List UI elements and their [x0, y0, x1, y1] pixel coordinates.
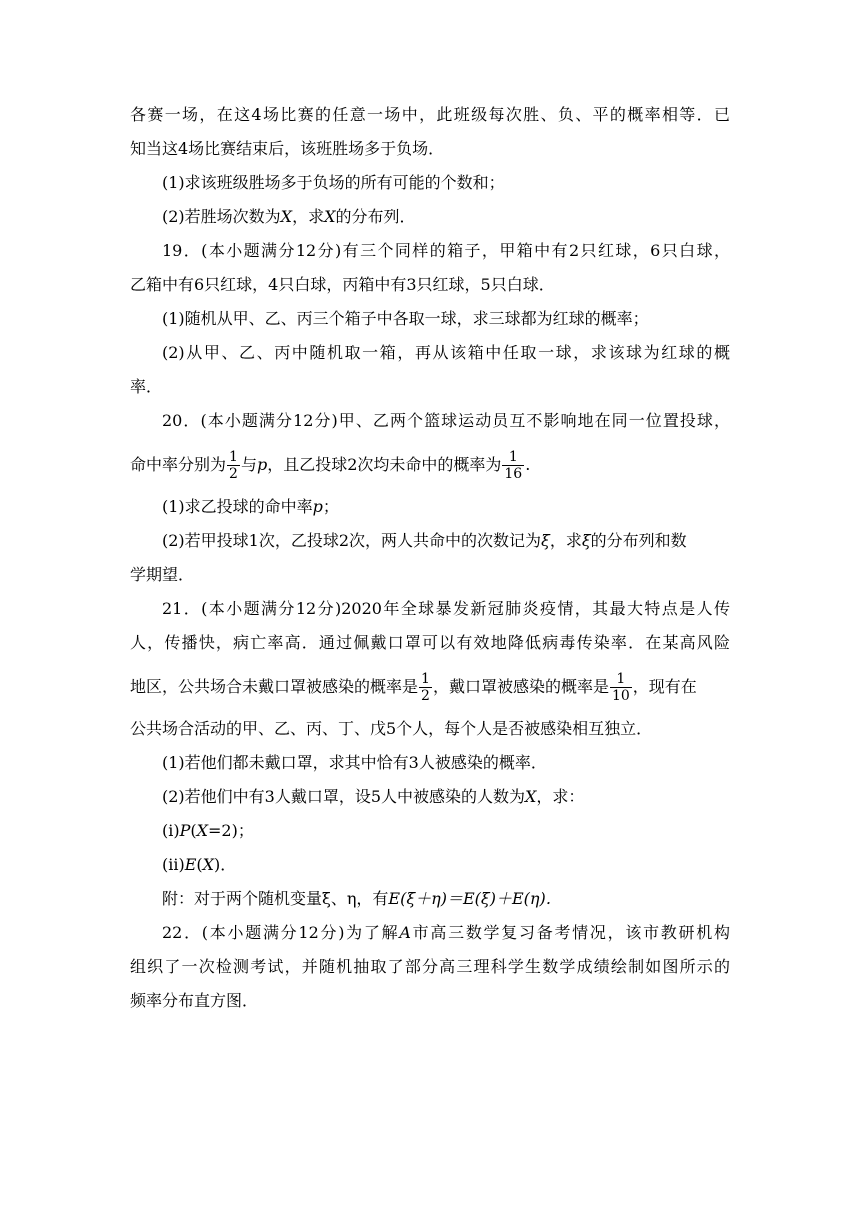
q19-line-2: 乙箱中有6只红球，4只白球，丙箱中有3只红球，5只白球． — [130, 275, 555, 294]
q21-line-1: 21．(本小题满分12分)2020年全球暴发新冠肺炎疫情，其最大特点是人传 — [162, 599, 730, 618]
q20-sub-1: (1)求乙投球的命中率p； — [162, 497, 339, 516]
q21-item-ii: (ⅱ)E(X)． — [162, 855, 237, 874]
q20-line-1: 20．(本小题满分12分)甲、乙两个篮球运动员互不影响地在同一位置投球， — [162, 411, 730, 430]
fraction-one-half: $\frac{1}{2}$ — [229, 449, 238, 482]
fraction-one-sixteenth: $\frac{1}{16}$ — [504, 449, 523, 482]
q22-line-2: 组织了一次检测考试，并随机抽取了部分高三理科学生数学成绩绘制如图所示的 — [130, 957, 730, 976]
q19-sub-1: (1)随机从甲、乙、丙三个箱子中各取一球，求三球都为红球的概率； — [162, 309, 649, 328]
q21-note: 附：对于两个随机变量ξ、η，有E(ξ＋η)＝E(ξ)＋E(η)． — [162, 889, 562, 908]
q19-sub-2-end: 率． — [130, 377, 163, 396]
q18-sub-2: (2)若胜场次数为X，求X的分布列． — [162, 207, 416, 226]
q22-line-1: 22．(本小题满分12分)为了解A市高三数学复习备考情况，该市教研机构 — [162, 923, 730, 942]
q18-line-1: 各赛一场，在这4场比赛的任意一场中，此班级每次胜、负、平的概率相等．已 — [130, 105, 730, 124]
q21-sub-2: (2)若他们中有3人戴口罩，设5人中被感染的人数为X，求： — [162, 787, 585, 806]
q21-line-4: 公共场合活动的甲、乙、丙、丁、戊5个人，每个人是否被感染相互独立． — [130, 719, 653, 738]
q21-sub-1: (1)若他们都未戴口罩，求其中恰有3人被感染的概率． — [162, 753, 547, 772]
q20-sub-2: (2)若甲投球1次，乙投球2次，两人共命中的次数记为ξ，求ξ的分布列和数 — [162, 531, 687, 550]
q19-line-1: 19．(本小题满分12分)有三个同样的箱子，甲箱中有2只红球，6只白球， — [162, 241, 730, 260]
q18-line-2: 知当这4场比赛结束后，该班胜场多于负场． — [130, 139, 445, 158]
q19-sub-2: (2)从甲、乙、丙中随机取一箱，再从该箱中任取一球，求该球为红球的概 — [162, 343, 730, 362]
q21-line-3: 地区，公共场合未戴口罩被感染的概率是 $\frac{1}{2}$ ，戴口罩被感染的概率是 $\frac{1}{10}$ ，现有在 — [130, 671, 697, 704]
q21-line-2: 人，传播快，病亡率高．通过佩戴口罩可以有效地降低病毒传染率．在某高风险 — [130, 633, 730, 652]
fraction-one-tenth: $\frac{1}{10}$ — [611, 671, 630, 704]
q20-line-2: 命中率分别为 $\frac{1}{2}$ 与p，且乙投球2次均未命中的概率为 $\frac{1}{16}$ . — [130, 449, 531, 482]
q18-sub-1: (1)求该班级胜场多于负场的所有可能的个数和； — [162, 173, 505, 192]
q20-sub-2-end: 学期望． — [130, 565, 195, 584]
q21-item-i: (ⅰ)P(X=2)； — [162, 821, 254, 840]
fraction-one-half: $\frac{1}{2}$ — [421, 671, 430, 704]
q22-line-3: 频率分布直方图． — [130, 991, 259, 1010]
